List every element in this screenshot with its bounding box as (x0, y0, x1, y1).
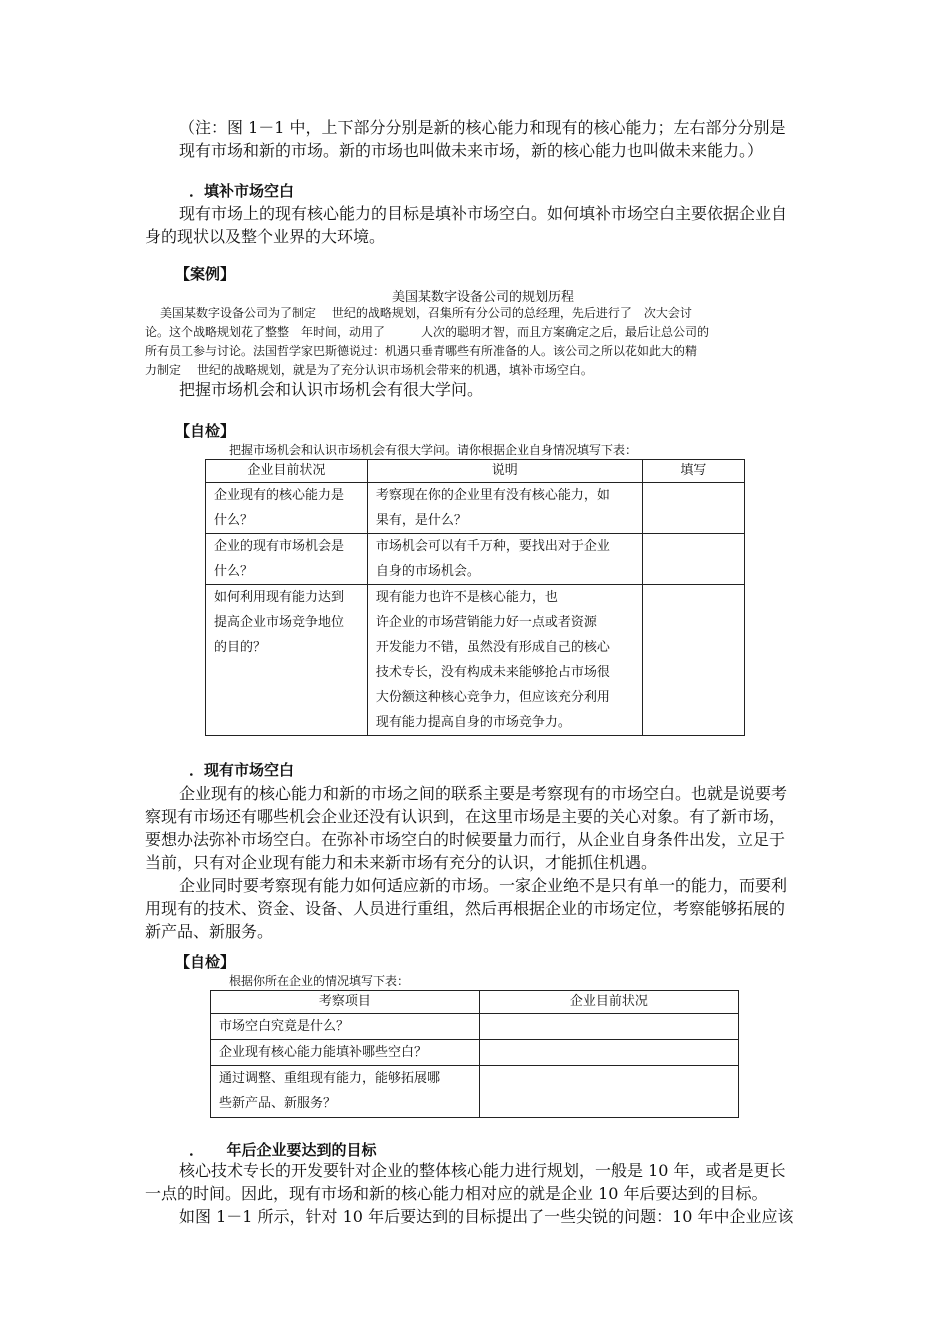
selfcheck1-intro: 把握市场机会和认识市场机会有很大学问。请你根据企业自身情况填写下表： (229, 443, 638, 457)
item-cell: 通过调整、重组现有能力，能够拓展哪 些新产品、新服务？ (211, 1066, 480, 1118)
case-line-1: 美国某数字设备公司为了制定 世纪的战略规划，召集所有分公司的总经理，先后进行了 次大会讨 (160, 306, 692, 320)
table-row (211, 1014, 739, 1040)
section2-p2-line-1: 企业同时要考察现有能力如何适应新的市场。一家企业绝不是只有单一的能力，而要利 (179, 876, 788, 895)
section-heading-ten-year-goal: ． 年后企业要达到的目标 (189, 1141, 377, 1159)
status-cell: 如何利用现有能力达到 提高企业市场竞争地位 的目的？ (206, 585, 368, 736)
note-line-2: 现有市场和新的市场。新的市场也叫做未来市场，新的核心能力也叫做未来能力。） (179, 141, 764, 160)
table-header-row (211, 991, 739, 1014)
section2-p1-line-1: 企业现有的核心能力和新的市场之间的联系主要是考察现有的市场空白。也就是说要考 (179, 784, 788, 803)
case-title: 美国某数字设备公司的规划历程 (392, 290, 575, 305)
section2-p1-line-3: 要想办法弥补市场空白。在弥补市场空白的时候要量力而行，从企业自身条件出发，立足于 (145, 830, 786, 849)
status-cell: 企业现有的核心能力是 什么？ (206, 483, 368, 534)
section-heading-fill-gap: ．填补市场空白 (189, 182, 295, 200)
fill-cell[interactable] (642, 585, 744, 736)
item-cell: 市场空白究竟是什么？ (211, 1014, 480, 1040)
explain-cell: 市场机会可以有千万种，要找出对于企业 自身的市场机会。 (367, 534, 642, 585)
note-line-1: （注：图 1－1 中，上下部分分别是新的核心能力和现有的核心能力；左右部分分别是 (179, 118, 786, 137)
section3-line-3: 如图 1－1 所示，针对 10 年后要达到的目标提出了一些尖锐的问题：10 年中企业应该 (179, 1207, 794, 1226)
case-label: 【案例】 (175, 265, 236, 283)
case-after-text: 把握市场机会和认识市场机会有很大学问。 (179, 380, 484, 399)
column-header-fill: 填写 (642, 460, 744, 483)
selfcheck2-label: 【自检】 (175, 953, 236, 971)
status-cell: 企业的现有市场机会是 什么？ (206, 534, 368, 585)
column-header-explain: 说明 (367, 460, 642, 483)
section3-line-1: 核心技术专长的开发要针对企业的整体核心能力进行规划，一般是 10 年，或者是更长 (179, 1161, 786, 1180)
status-fill-cell[interactable] (479, 1014, 738, 1040)
case-line-4: 力制定 世纪的战略规划，就是为了充分认识市场机会带来的机遇，填补市场空白。 (145, 363, 593, 377)
table-row (211, 1040, 739, 1066)
section1-paragraph-line-1: 现有市场上的现有核心能力的目标是填补市场空白。如何填补市场空白主要依据企业自 (179, 204, 788, 223)
section2-p2-line-2: 用现有的技术、资金、设备、人员进行重组，然后再根据企业的市场定位，考察能够拓展的 (145, 899, 786, 918)
section2-p1-line-2: 察现有市场还有哪些机会企业还没有认识到，在这里市场是主要的关心对象。有了新市场， (145, 807, 786, 826)
item-cell: 企业现有核心能力能填补哪些空白？ (211, 1040, 480, 1066)
section2-p1-line-4: 当前，只有对企业现有能力和未来新市场有充分的认识，才能抓住机遇。 (145, 853, 658, 872)
column-header-status: 企业目前状况 (206, 460, 368, 483)
section1-paragraph-line-2: 身的现状以及整个业界的大环境。 (145, 227, 386, 246)
explain-cell: 现有能力也许不是核心能力，也 许企业的市场营销能力好一点或者资源 开发能力不错，虽然没有形成自己的核心 技术专长，没有构成未来能够抢占市场很 大份额这种核心竞争力，但应该充分利用 现有能力提高自身的市场竞争力。 (367, 585, 642, 736)
fill-cell[interactable] (642, 483, 744, 534)
column-header-status: 企业目前状况 (479, 991, 738, 1014)
table-row (211, 1066, 739, 1118)
selfcheck1-label: 【自检】 (175, 422, 236, 440)
selfcheck2-intro: 根据你所在企业的情况填写下表： (229, 974, 410, 988)
fill-cell[interactable] (642, 534, 744, 585)
status-fill-cell[interactable] (479, 1040, 738, 1066)
status-fill-cell[interactable] (479, 1066, 738, 1118)
case-line-3: 所有员工参与讨论。法国哲学家巴斯德说过：机遇只垂青哪些有所准备的人。该公司之所以花如此大的精 (145, 344, 698, 358)
table-row (206, 483, 745, 534)
case-line-2: 论。这个战略规划花了整整 年时间，动用了 人次的聪明才智，而且方案确定之后，最后让总公司的 (145, 325, 710, 339)
selfcheck2-table (210, 990, 739, 1118)
column-header-item: 考察项目 (211, 991, 480, 1014)
section-heading-existing-gap: ．现有市场空白 (189, 761, 295, 779)
table-row (206, 585, 745, 736)
selfcheck1-table (205, 459, 745, 736)
section3-line-2: 一点的时间。因此，现有市场和新的核心能力相对应的就是企业 10 年后要达到的目标。 (145, 1184, 768, 1203)
table-header-row (206, 460, 745, 483)
explain-cell: 考察现在你的企业里有没有核心能力，如 果有，是什么？ (367, 483, 642, 534)
section2-p2-line-3: 新产品、新服务。 (145, 922, 274, 941)
table-row (206, 534, 745, 585)
